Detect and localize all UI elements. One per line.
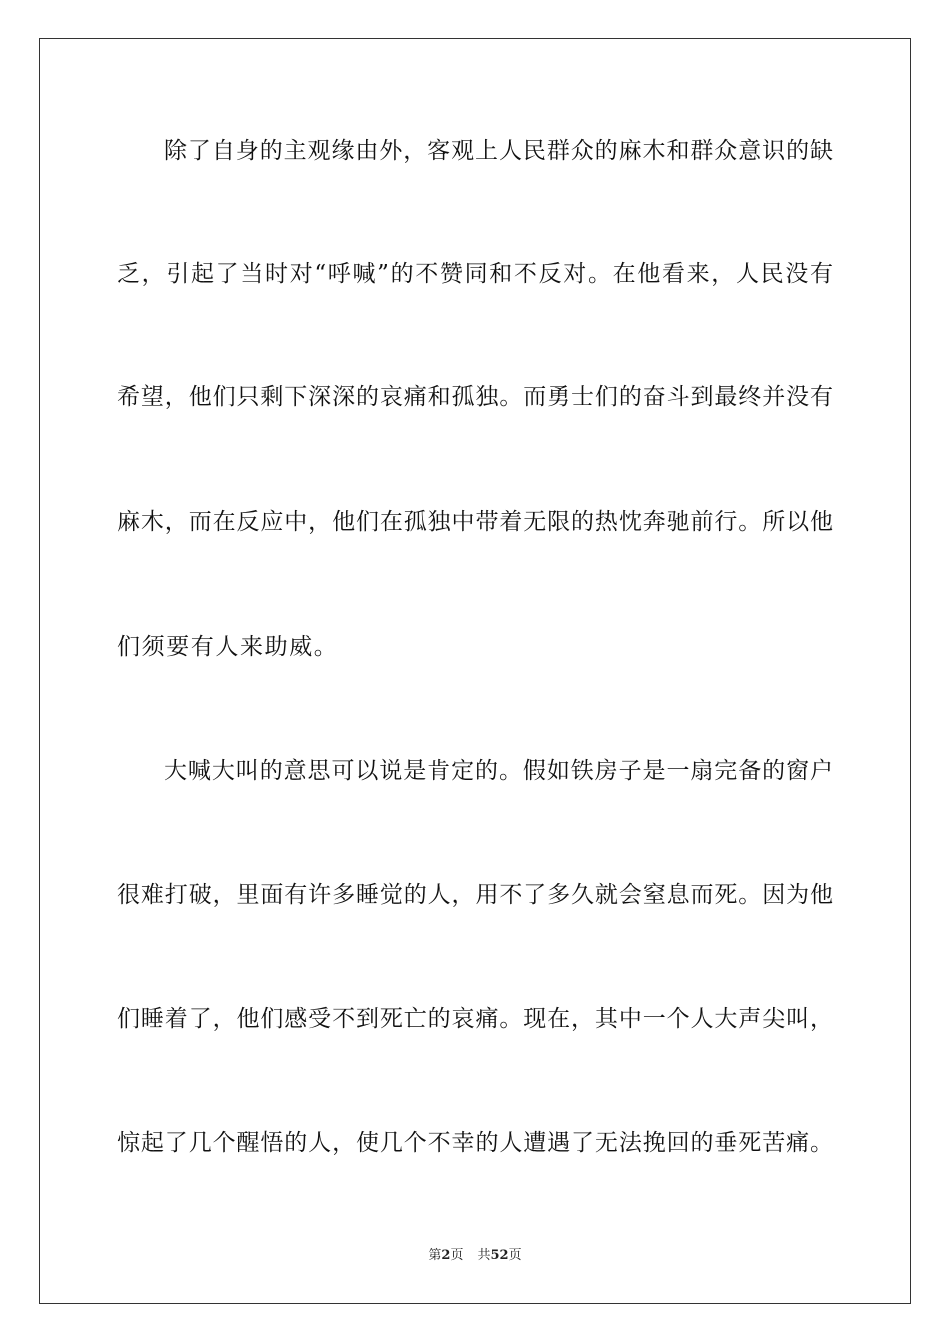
paragraph-line: 们须要有人来助威。	[117, 634, 339, 660]
page-border	[39, 38, 911, 1304]
page-number: 2	[441, 1248, 451, 1263]
paragraph-line: 乏，引起了当时对“呼喊”的不赞同和不反对。在他看来，人民没有	[117, 261, 833, 287]
page-number-label	[428, 1248, 463, 1263]
page-footer	[0, 1247, 950, 1265]
paragraph-line: 除了自身的主观缘由外，客观上人民群众的麻木和群众意识的缺	[164, 138, 833, 164]
total-pages: 52	[490, 1248, 509, 1263]
paragraph-line: 惊起了几个醒悟的人，使几个不幸的人遭遇了无法挽回的垂死苦痛。	[117, 1130, 833, 1156]
paragraph-line: 麻木，而在反应中，他们在孤独中带着无限的热忱奔驰前行。所以他	[117, 509, 833, 535]
paragraph-line: 们睡着了，他们感受不到死亡的哀痛。现在，其中一个人大声尖叫，	[117, 1006, 833, 1032]
total-suffix: 页	[508, 1248, 522, 1263]
total-pages-label	[477, 1248, 521, 1263]
paragraph-line: 大喊大叫的意思可以说是肯定的。假如铁房子是一扇完备的窗户	[164, 758, 833, 784]
page-suffix: 页	[450, 1248, 464, 1263]
total-prefix: 共	[477, 1248, 491, 1263]
page-prefix: 第	[428, 1248, 442, 1263]
paragraph-line: 很难打破，里面有许多睡觉的人，用不了多久就会窒息而死。因为他	[117, 882, 833, 908]
paragraph-line: 希望，他们只剩下深深的哀痛和孤独。而勇士们的奋斗到最终并没有	[117, 384, 833, 410]
